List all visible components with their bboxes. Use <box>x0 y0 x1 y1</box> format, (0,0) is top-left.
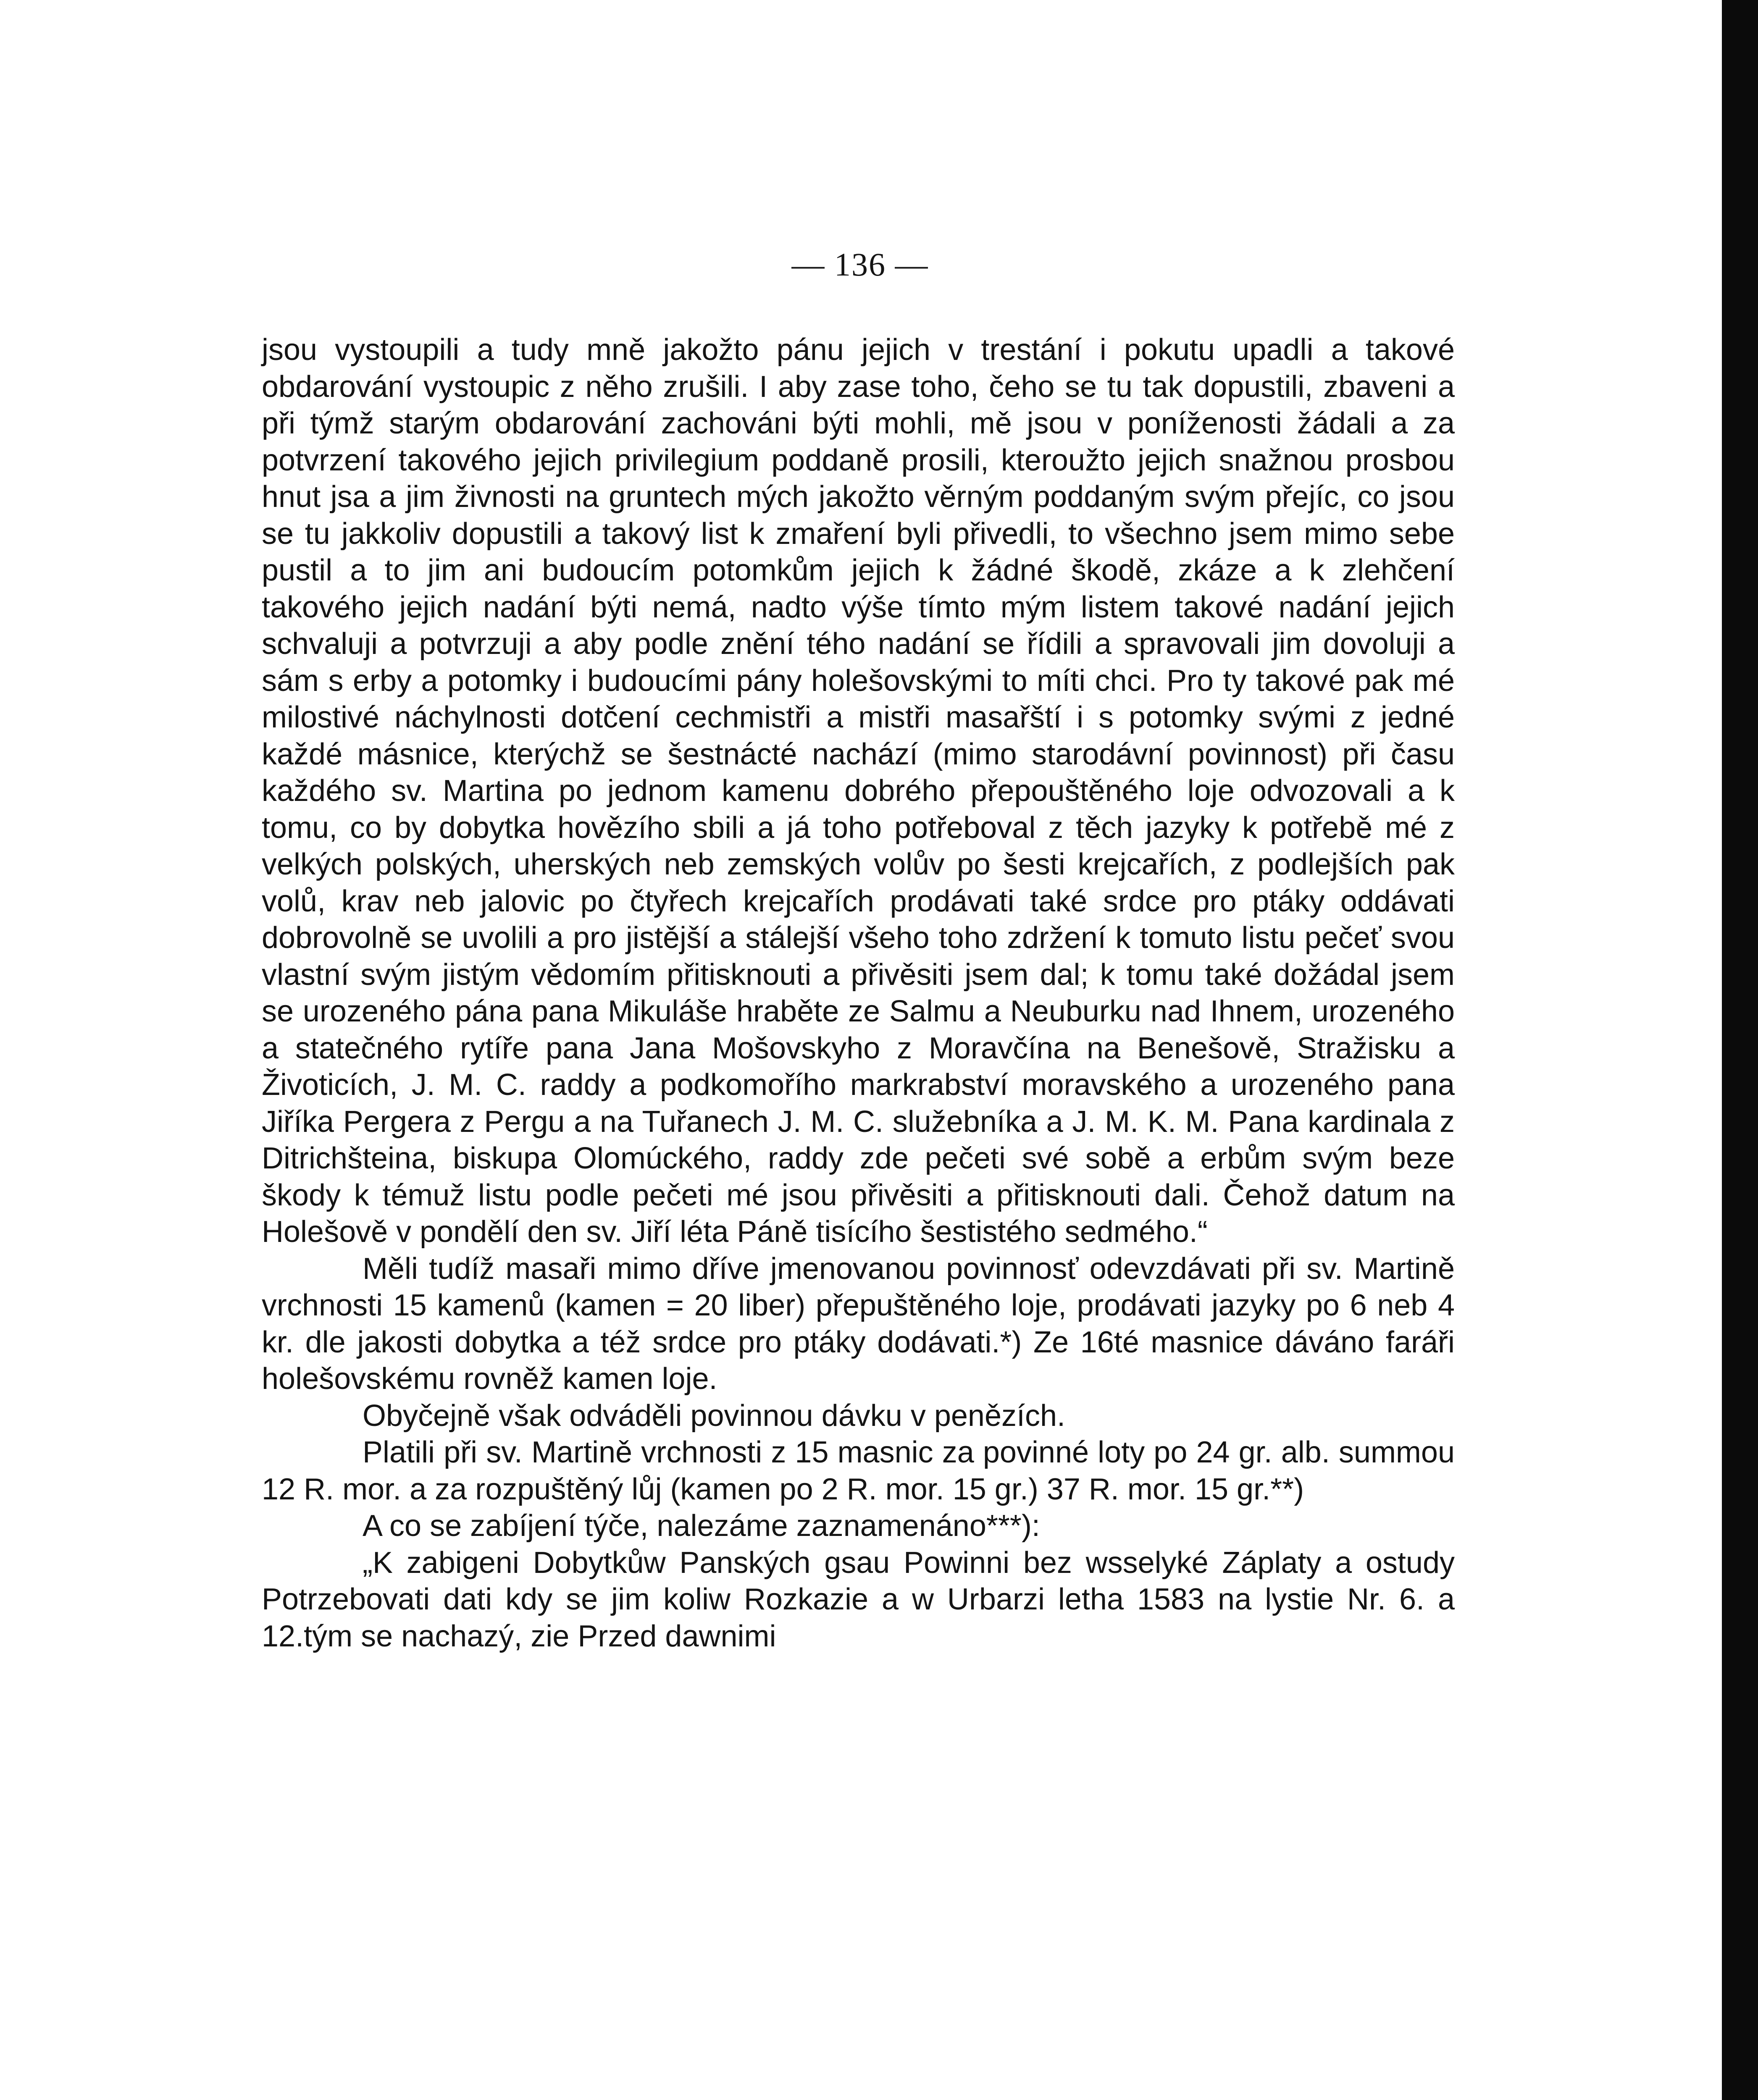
paragraph-quote-urbar: „K zabigeni Dobytkůw Panských gsau Powinni bez wsselyké Záplaty a ostudy Potrzebovati dati kdy se jim koliw Rozkazie a w Urbarzi letha 1583 na lystie Nr. 6. a 12.tým se nachazý, zie Przed dawnimi <box>262 1546 1455 1653</box>
paragraph-money-payment: Obyčejně však odváděli povinnou dávku v penězích. <box>363 1399 1066 1433</box>
scan-right-edge <box>1722 0 1758 2100</box>
page-number: — 136 — <box>791 246 929 283</box>
main-text <box>262 332 1455 1655</box>
paragraph-butchers-duties: Měli tudíž masaři mimo dříve jmenovanou povinnosť odevzdávati při sv. Martině vrchnosti 15 kamenů (kamen = 20 liber) přepuštěného loje, prodávati jazyky po 6 neb 4 kr. dle jakosti dobytka a též srdce pro ptáky dodávati.*) Ze 16té masnice dáváno faráři holešovskému rovněž kamen loje. <box>262 1252 1455 1396</box>
paragraph-slaughter-intro: A co se zabíjení týče, nalezáme zaznamenáno***): <box>363 1509 1040 1543</box>
paragraph-martinmas-payment: Platili při sv. Martině vrchnosti z 15 masnic za povinné loty po 24 gr. alb. summou 12 R. mor. a za rozpuštěný lůj (kamen po 2 R. mor. 15 gr.) 37 R. mor. 15 gr.**) <box>262 1436 1455 1506</box>
paragraph-charter-text: jsou vystoupili a tudy mně jakožto pánu jejich v trestání i pokutu upadli a takové obdarování vystoupic z něho zrušili. I aby zase toho, čeho se tu tak dopustili, zbaveni a při týmž starým obdarování zachováni býti mohli, mě jsou v poníženosti žádali a za potvrzení takového jejich privilegium poddaně prosili, kteroužto jejich snažnou prosbou hnut jsa a jim živnosti na gruntech mých jakožto věrným poddaným svým přejíc, co jsou se tu jakkoliv dopustili a takový list k zmaření byli přivedli, to všechno jsem mimo sebe pustil a to jim ani budoucím potomkům jejich k žádné škodě, zkáze a k zlehčení takového jejich nadání býti nemá, nadto výše tímto mým listem takové nadání jejich schvaluji a potvrzuji a aby podle znění tého nadání se řídili a spravovali jim dovoluji a sám s erby a potomky i budoucími pány holešovskými to míti chci. Pro ty takové pak mé milostivé náchylnosti dotčení cechmistři a mistři masařští i s potomky svými z jedné každé másnice, kterýchž se šestnácté nachází (mimo starodávní povinnost) při času každého sv. Martina po jednom kamenu dobrého přepouštěného loje odvozovali a k tomu, co by dobytka hovězího sbili a já toho potřeboval z těch jazyky k potřebě mé z velkých polských, uherských neb zemských volův po šesti krejcařích, z podlejších pak volů, krav neb jalovic po čtyřech krejcařích prodávati také srdce pro ptáky oddávati dobrovolně se uvolili a pro jistější a stálejší všeho toho zdržení k tomuto listu pečeť svou vlastní svým jistým vědomím přitisknouti a přivěsiti jsem dal; k tomu také dožádal jsem se urozeného pána pana Mikuláše hraběte ze Salmu a Neuburku nad Ihnem, urozeného a statečného rytíře pana Jana Mošovskyho z Moravčína na Benešově, Stražisku a Životicích, J. M. C. raddy a podkomořího markrabství moravského a urozeného pana Jiříka Pergera z Pergu a na Tuřanech J. M. C. služebníka a J. M. K. M. Pana kardinala z Ditrichšteina, biskupa Olomúckého, raddy zde pečeti své sobě a erbům svým beze škody k témuž listu podle pečeti mé jsou přivěsiti a přitisknouti dali. Čehož datum na Holešově v pondělí den sv. Jiří léta Páně tisícího šestistého sedmého.“ <box>262 333 1455 1249</box>
